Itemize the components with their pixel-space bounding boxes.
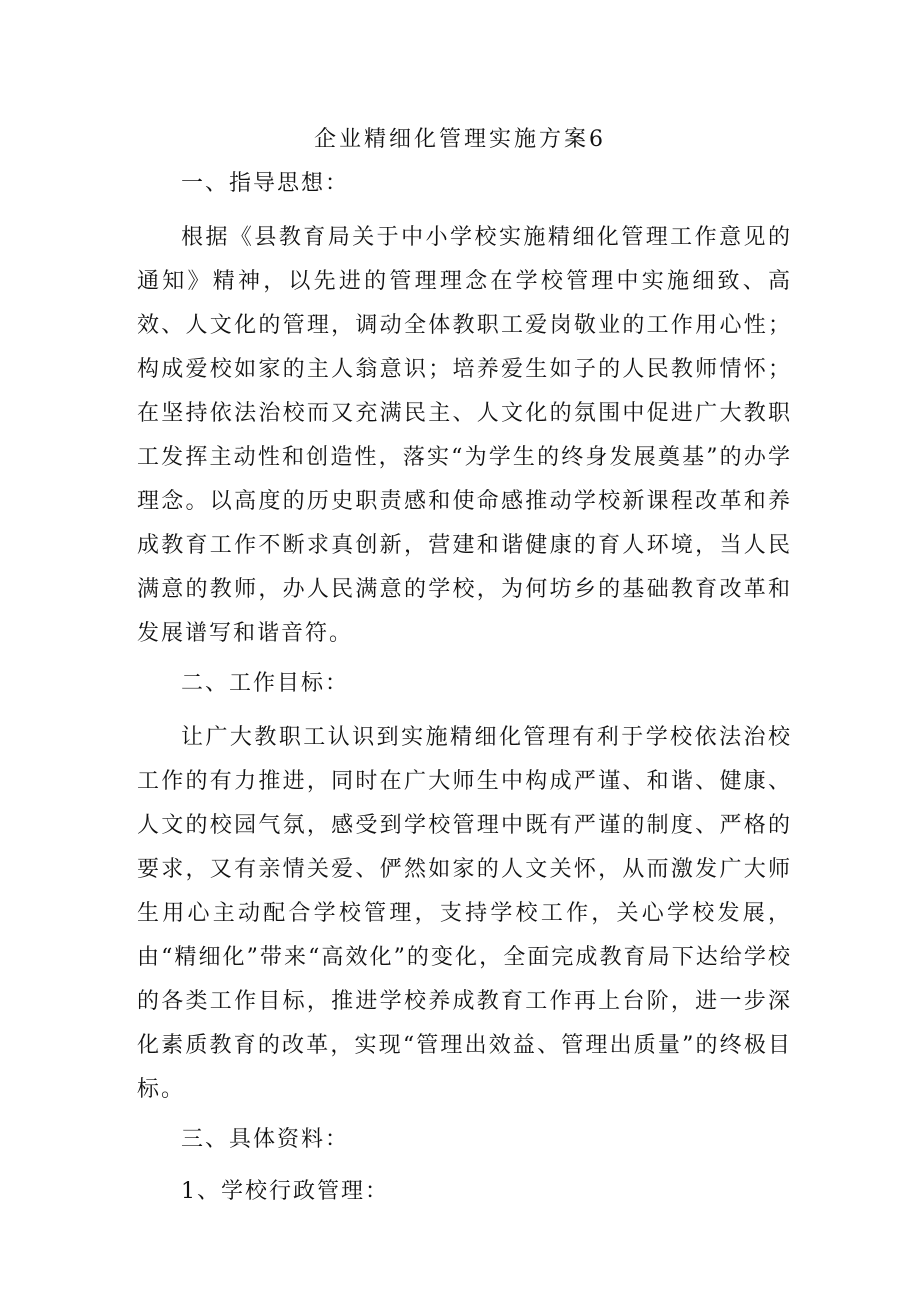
- paragraph-work-goals: 让广大教职工认识到实施精细化管理有利于学校依法治校工作的有力推进，同时在广大师生中构成严谨、和谐、健康、人文的校园气氛，感受到学校管理中既有严谨的制度、严格的要求，又有亲情关爱、俨然如家的人文关怀，从而激发广大师生用心主动配合学校管理，支持学校工作，关心学校发展，由“精细化”带来“高效化”的变化，全面完成教育局下达给学校的各类工作目标，推进学校养成教育工作再上台阶，进一步深化素质教育的改革，实现“管理出效益、管理出质量”的终极目标。: [137, 725, 792, 1102]
- document-body: [137, 164, 792, 1224]
- section-heading-guiding-ideology: 一、指导思想：: [181, 171, 350, 196]
- paragraph-guiding-ideology: 根据《县教育局关于中小学校实施精细化管理工作意见的通知》精神，以先进的管理理念在学校管理中实施细致、高效、人文化的管理，调动全体教职工爱岗敬业的工作用心性；构成爱校如家的主人翁意识；培养爱生如子的人民教师情怀；在坚持依法治校而又充满民主、人文化的氛围中促进广大教职工发挥主动性和创造性，落实“为学生的终身发展奠基”的办学理念。以高度的历史职责感和使命感推动学校新课程改革和养成教育工作不断求真创新，营建和谐健康的育人环境，当人民满意的教师，办人民满意的学校，为何坊乡的基础教育改革和发展谱写和谐音符。: [137, 225, 792, 646]
- document-title: 企业精细化管理实施方案6: [314, 127, 606, 152]
- subsection-heading-school-admin: 1、学校行政管理：: [181, 1179, 389, 1204]
- section-heading-specific-materials: 三、具体资料：: [181, 1127, 350, 1152]
- section-heading-work-goals: 二、工作目标：: [181, 671, 350, 696]
